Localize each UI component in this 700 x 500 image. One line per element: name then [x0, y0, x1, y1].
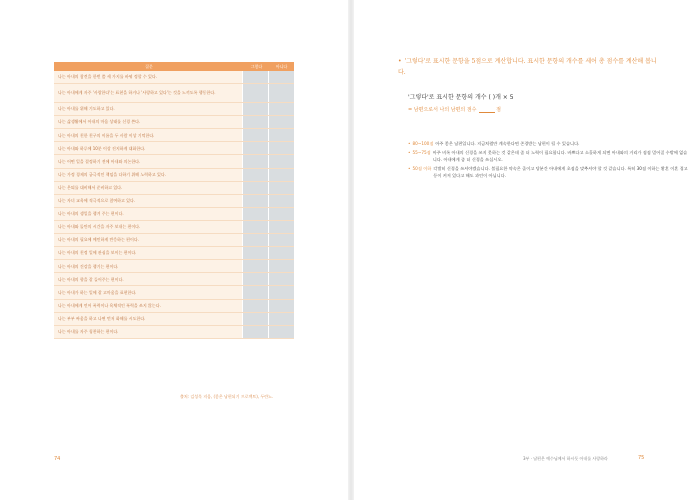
- question-text: 나는 아내의 향을 잘 들어주는 편이다.: [58, 276, 124, 282]
- yes-checkbox-cell[interactable]: [242, 313, 268, 325]
- table-header: [54, 62, 294, 71]
- table-row: [54, 273, 294, 286]
- table-row: [54, 195, 294, 208]
- result-description: 아주 비록 아내의 신경을 쓰지 못하는 것 같은데 좀 더 노력이 필요합니다. 바쁘다고 소홀하게 되면 아내와의 거리가 점점 멀어질 수밖에 없습니다. 아내에게 좀 더 신경을 쓰십시오.: [432, 149, 688, 162]
- question-text: 나는 삶생활에서 아내의 마음 상태를 신경 쓴다.: [58, 119, 141, 125]
- yes-checkbox-cell[interactable]: [242, 71, 268, 83]
- yes-checkbox-cell[interactable]: [242, 286, 268, 298]
- table-row: [54, 286, 294, 299]
- question-text: 나는 자녀 교육에 적극적으로 참여하고 있다.: [58, 198, 136, 204]
- bullet-icon: •: [408, 149, 411, 155]
- table-row: [54, 247, 294, 260]
- no-checkbox-cell[interactable]: [268, 286, 294, 298]
- yes-checkbox-cell[interactable]: [242, 195, 268, 207]
- yes-checkbox-cell[interactable]: [242, 300, 268, 312]
- question-text: 나는 아내를 위해 기도하고 있다.: [58, 106, 115, 112]
- question-text: 나는 은퇴를 대비해서 준비하고 있다.: [58, 184, 123, 190]
- table-row: [54, 71, 294, 84]
- table-row: [54, 208, 294, 221]
- table-body: [54, 71, 294, 339]
- yes-checkbox-cell[interactable]: [242, 142, 268, 154]
- question-text: 나는 아내의 생일을 챙겨 주는 편이다.: [58, 211, 124, 217]
- question-text: 나는 가정 경제의 궁극적인 책임을 다하기 위해 노력하고 있다.: [58, 171, 167, 177]
- result-range: 55~75점: [412, 149, 431, 155]
- no-checkbox-cell[interactable]: [268, 260, 294, 272]
- table-row: [54, 326, 294, 339]
- yes-checkbox-cell[interactable]: [242, 103, 268, 115]
- yes-checkbox-cell[interactable]: [242, 169, 268, 181]
- bullet-icon: •: [398, 58, 402, 65]
- table-row: [54, 116, 294, 129]
- question-text: 나는 아내와 둘만의 시간을 자주 보내는 편이다.: [58, 224, 141, 230]
- table-row: [54, 234, 294, 247]
- running-head: 3부 · 남편은 예수님께서 하시듯 아내를 사랑하라: [523, 456, 608, 461]
- header-yes: 그렇다: [250, 64, 263, 69]
- result-range: 80~100점: [412, 141, 434, 146]
- checklist-table: [54, 62, 294, 339]
- yes-checkbox-cell[interactable]: [242, 84, 268, 102]
- score-line: [408, 106, 501, 113]
- question-text: 나는 아내에게 언어 폭력이나 육체적인 폭력을 쓰지 않는다.: [58, 302, 161, 308]
- no-checkbox-cell[interactable]: [268, 221, 294, 233]
- question-text: 나는 아내를 자주 칭찬하는 편이다.: [58, 328, 119, 334]
- no-checkbox-cell[interactable]: [268, 326, 294, 338]
- header-no: 아니다: [275, 64, 288, 69]
- no-checkbox-cell[interactable]: [268, 116, 294, 128]
- question-text: 나는 아내와 하루에 10분 이상 진지하게 대화한다.: [58, 145, 146, 151]
- page-gutter: [348, 0, 354, 500]
- no-checkbox-cell[interactable]: [268, 169, 294, 181]
- table-row: [54, 142, 294, 155]
- instruction-text: '그렇다'로 표시한 문항을 5점으로 계산합니다. 표시한 문항의 개수를 세어 총 점수를 계산해 봅니다.: [398, 58, 657, 76]
- result-description: 아주 좋은 남편입니다. 지금처럼만 계속한다면 존경받는 남편이 될 수 있습니다.: [435, 141, 580, 146]
- table-row: [54, 103, 294, 116]
- page-number-left: 74: [54, 456, 61, 462]
- table-row: [54, 129, 294, 142]
- table-row: [54, 182, 294, 195]
- question-text: 나는 부부 싸움을 하고 나면 먼저 화해를 시도한다.: [58, 315, 146, 321]
- result-item: [408, 140, 688, 148]
- no-checkbox-cell[interactable]: [268, 247, 294, 259]
- yes-checkbox-cell[interactable]: [242, 129, 268, 141]
- table-row: [54, 155, 294, 168]
- yes-checkbox-cell[interactable]: [242, 182, 268, 194]
- score-blank: [479, 112, 495, 113]
- question-text: 나는 어떤 일을 결정하기 전에 아내와 의논한다.: [58, 158, 141, 164]
- question-text: 나는 아내의 친정 일에 관심을 보이는 편이다.: [58, 250, 137, 256]
- no-checkbox-cell[interactable]: [268, 313, 294, 325]
- no-checkbox-cell[interactable]: [268, 234, 294, 246]
- no-checkbox-cell[interactable]: [268, 300, 294, 312]
- scoring-instruction: [398, 56, 658, 78]
- yes-checkbox-cell[interactable]: [242, 260, 268, 272]
- question-text: 나는 아내의 친한 친구의 이름을 두 사람 이상 기억한다.: [58, 132, 155, 138]
- result-range: 50점 이하: [412, 165, 432, 171]
- yes-checkbox-cell[interactable]: [242, 273, 268, 285]
- question-text: 나는 아내의 참견을 한번 쯤 세 가지를 바꿔 정할 수 있다.: [58, 74, 157, 80]
- no-checkbox-cell[interactable]: [268, 182, 294, 194]
- question-text: 나는 아내의 건강을 챙기는 편이다.: [58, 263, 119, 269]
- yes-checkbox-cell[interactable]: [242, 326, 268, 338]
- question-text: 나는 아내의 필요에 예민하게 반응하는 편이다.: [58, 237, 140, 243]
- bullet-icon: •: [408, 165, 411, 171]
- no-checkbox-cell[interactable]: [268, 155, 294, 167]
- no-checkbox-cell[interactable]: [268, 142, 294, 154]
- question-text: 나는 아내에게 자주 '사랑한다'는 표현을 하거나 '사랑하고 있다'는 것을 느끼도록 행동한다.: [58, 90, 216, 96]
- result-item: [408, 165, 688, 180]
- table-row: [54, 84, 294, 103]
- yes-checkbox-cell[interactable]: [242, 234, 268, 246]
- no-checkbox-cell[interactable]: [268, 208, 294, 220]
- page-number-right: 75: [638, 455, 645, 461]
- yes-checkbox-cell[interactable]: [242, 116, 268, 128]
- source-citation: 출처: 김성묵 지음, (좋은 남편되기 프로젝트), 두란노.: [180, 394, 274, 399]
- score-formula: '그렇다'로 표시한 문항의 개수 ( )개 × 5: [408, 94, 514, 101]
- result-description: 각별히 신경을 쓰셔야겠습니다. 불필요한 약속은 줄이고 당분간 아내에게 초점을 맞추셔야 할 것 같습니다. 특히 30점 이하는 황혼 이혼 경고등이 켜져 있다고 해도 과언이 아닙니다.: [433, 165, 688, 178]
- result-item: [408, 149, 688, 164]
- question-text: 나는 아내가 하는 일에 잘 고마움을 표현한다.: [58, 289, 137, 295]
- no-checkbox-cell[interactable]: [268, 273, 294, 285]
- score-prefix: = 남편으로서 나의 남편의 점수: [408, 107, 477, 113]
- table-row: [54, 313, 294, 326]
- yes-checkbox-cell[interactable]: [242, 155, 268, 167]
- yes-checkbox-cell[interactable]: [242, 208, 268, 220]
- table-row: [54, 169, 294, 182]
- yes-checkbox-cell[interactable]: [242, 221, 268, 233]
- no-checkbox-cell[interactable]: [268, 71, 294, 83]
- yes-checkbox-cell[interactable]: [242, 247, 268, 259]
- score-suffix: 점: [496, 107, 501, 113]
- no-checkbox-cell[interactable]: [268, 103, 294, 115]
- table-row: [54, 300, 294, 313]
- score-results: [408, 140, 688, 181]
- bullet-icon: •: [408, 141, 411, 146]
- no-checkbox-cell[interactable]: [268, 84, 294, 102]
- no-checkbox-cell[interactable]: [268, 129, 294, 141]
- table-row: [54, 221, 294, 234]
- table-row: [54, 260, 294, 273]
- header-question: 질문: [145, 64, 153, 69]
- no-checkbox-cell[interactable]: [268, 195, 294, 207]
